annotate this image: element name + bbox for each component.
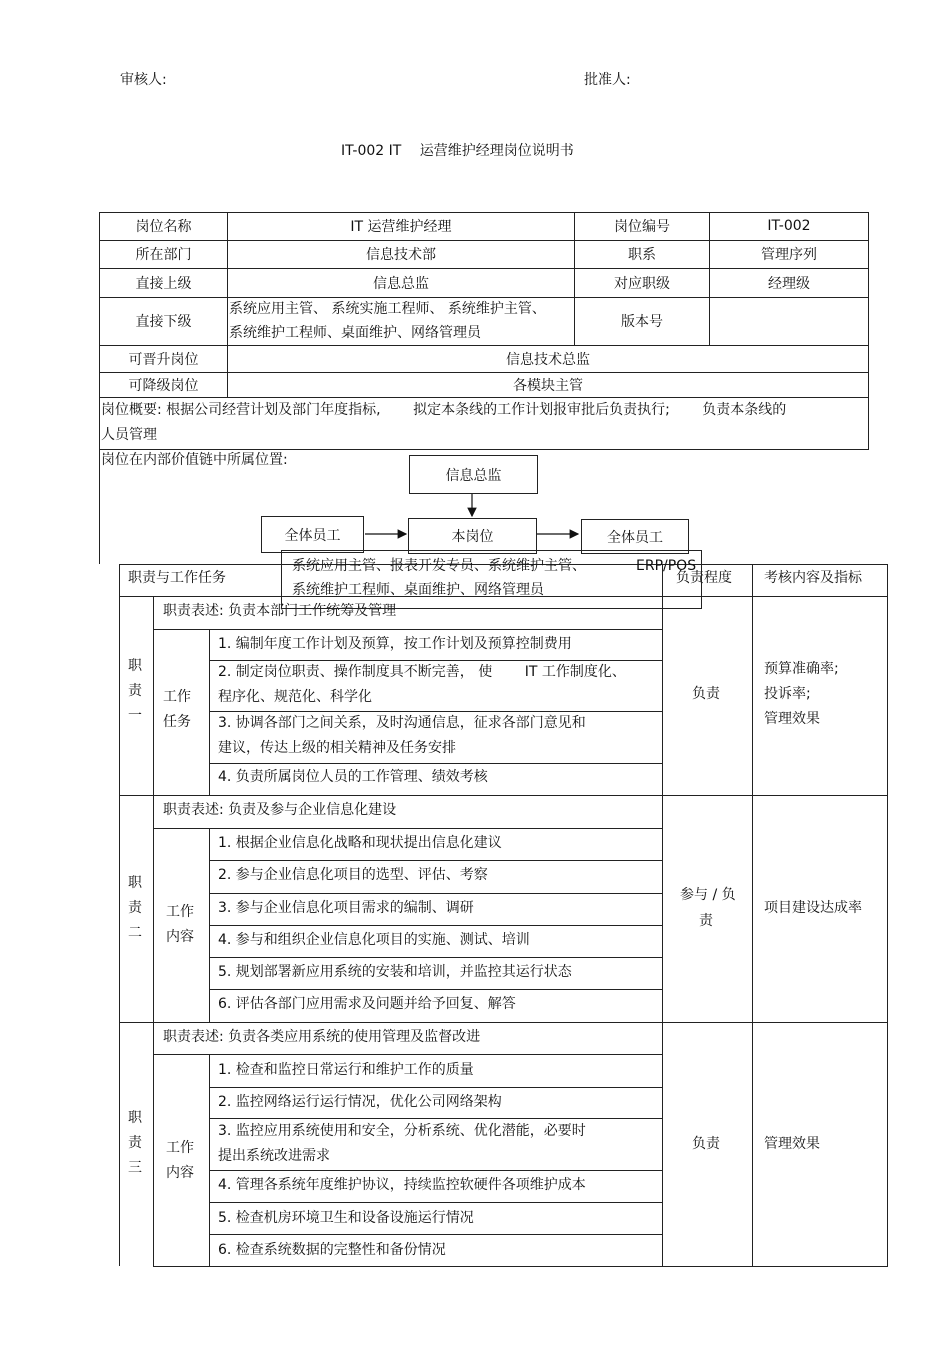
duty-3-task-4: 4. 管理各系统年度维护协议，持续监控软硬件各项维护成本 (218, 1177, 586, 1193)
duty-1-task-2a: 2. 制定岗位职责、操作制度具不断完善， 使 IT 工作制度化、 (218, 664, 626, 680)
duty-1-assessment-1: 预算准确率; (764, 661, 839, 677)
document-title: IT-002 IT 运营维护经理岗位说明书 (341, 143, 574, 159)
duty-2-task-1: 1. 根据企业信息化战略和现状提出信息化建议 (218, 835, 502, 851)
subordinate-line-2: 系统维护工程师、桌面维护、网络管理员 (229, 325, 481, 341)
duty-3-statement: 职责表述: 负责各类应用系统的使用管理及监督改进 (163, 1029, 481, 1045)
duties-header-tasks: 职责与工作任务 (128, 570, 226, 586)
duty-2-sub-label-2: 内容 (166, 929, 194, 945)
subordinate-label: 直接下级 (135, 314, 192, 330)
duty-3-sub-label-1: 工作 (166, 1140, 194, 1156)
duty-3-sub-label-2: 内容 (166, 1165, 194, 1181)
duty-2-responsibility-2: 责 (699, 913, 713, 929)
duty-1-assessment-3: 管理效果 (764, 711, 820, 727)
duty-2-task-3: 3. 参与企业信息化项目需求的编制、调研 (218, 900, 474, 916)
overview-line-1: 岗位概要: 根据公司经营计划及部门年度指标, 拟定本条线的工作计划报审批后负责执行; 负责本条线的 (101, 402, 787, 418)
org-node-left: 全体员工 (261, 516, 364, 553)
promotion-label: 可晋升岗位 (128, 351, 199, 368)
duty-2-task-6: 6. 评估各部门应用需求及问题并给予回复、解答 (218, 996, 516, 1012)
demotion-value: 各模块主管 (513, 377, 583, 394)
superior-label: 直接上级 (135, 275, 192, 292)
grade-value: 经理级 (768, 275, 810, 292)
position-name-value: IT 运营维护经理 (350, 219, 452, 235)
duty-2-sub-label-1: 工作 (166, 904, 194, 920)
org-node-bottom (281, 550, 702, 609)
duty-2-statement: 职责表述: 负责及参与企业信息化建设 (163, 802, 397, 818)
duty-3-responsibility: 负责 (692, 1136, 720, 1152)
duty-1-task-3a: 3. 协调各部门之间关系，及时沟通信息，征求各部门意见和 (218, 715, 586, 731)
duty-1-sub-label-2: 任务 (163, 714, 191, 730)
duty-3-task-3b: 提出系统改进需求 (218, 1148, 330, 1164)
duty-2-assessment: 项目建设达成率 (764, 900, 862, 916)
org-node-center: 本岗位 (408, 518, 537, 554)
duty-3-label: 职 责 三 (128, 1110, 142, 1176)
duty-2-task-4: 4. 参与和组织企业信息化项目的实施、测试、培训 (218, 932, 530, 948)
duty-2-task-2: 2. 参与企业信息化项目的选型、评估、考察 (218, 867, 488, 883)
duties-header-assessment: 考核内容及指标 (764, 570, 862, 586)
duty-1-responsibility: 负责 (692, 686, 720, 702)
duty-1-label: 职 责 一 (128, 658, 142, 724)
org-node-right: 全体员工 (581, 519, 689, 554)
subordinate-line-1: 系统应用主管、 系统实施工程师、 系统维护主管、 (229, 301, 546, 317)
position-name-label: 岗位名称 (135, 219, 192, 235)
job-family-label: 职系 (628, 247, 656, 263)
duty-3-task-3a: 3. 监控应用系统使用和安全，分析系统、优化潜能，必要时 (218, 1123, 586, 1139)
promotion-value: 信息技术总监 (506, 351, 590, 368)
duty-1-task-3b: 建议，传达上级的相关精神及任务安排 (218, 740, 456, 756)
duty-1-task-4: 4. 负责所属岗位人员的工作管理、绩效考核 (218, 769, 488, 785)
duty-3-assessment: 管理效果 (764, 1136, 820, 1152)
position-code-label: 岗位编号 (614, 219, 670, 235)
duty-1-statement: 职责表述: 负责本部门工作统筹及管理 (163, 603, 397, 619)
department-label: 所在部门 (135, 247, 192, 263)
duty-3-task-1: 1. 检查和监控日常运行和维护工作的质量 (218, 1062, 474, 1078)
duty-1-task-2b: 程序化、规范化、科学化 (218, 689, 372, 705)
duty-1-sub-label-1: 工作 (163, 689, 191, 705)
duty-2-responsibility-1: 参与 / 负 (680, 887, 736, 903)
position-code-value: IT-002 (767, 218, 811, 234)
overview-line-2: 人员管理 (101, 427, 157, 443)
grade-label: 对应职级 (614, 275, 670, 292)
org-node-bottom-line-1: 系统应用主管、报表开发专员、系统维护主管、 (292, 558, 586, 574)
duty-2-label: 职 责 二 (128, 875, 142, 941)
superior-value: 信息总监 (373, 275, 429, 292)
job-family-value: 管理序列 (761, 247, 817, 263)
department-value: 信息技术部 (366, 247, 436, 263)
org-node-bottom-erp: ERP/POS (636, 558, 697, 574)
version-label: 版本号 (621, 314, 663, 330)
duty-1-assessment-2: 投诉率; (764, 686, 811, 702)
duty-3-task-2: 2. 监控网络运行运行情况，优化公司网络架构 (218, 1094, 502, 1110)
approver-label: 批准人: (584, 72, 631, 88)
reviewer-label: 审核人: (120, 72, 167, 88)
org-node-top: 信息总监 (409, 455, 538, 494)
duty-3-task-6: 6. 检查系统数据的完整性和备份情况 (218, 1242, 446, 1258)
demotion-label: 可降级岗位 (128, 377, 199, 394)
duty-3-task-5: 5. 检查机房环境卫生和设备设施运行情况 (218, 1210, 474, 1226)
org-node-bottom-line-2: 系统维护工程师、桌面维护、网络管理员 (292, 582, 544, 598)
duty-2-task-5: 5. 规划部署新应用系统的安装和培训，并监控其运行状态 (218, 964, 572, 980)
duties-header-responsibility: 负责程度 (676, 570, 732, 586)
value-chain-label: 岗位在内部价值链中所属位置: (101, 452, 288, 468)
duty-1-task-1: 1. 编制年度工作计划及预算，按工作计划及预算控制费用 (218, 636, 572, 652)
